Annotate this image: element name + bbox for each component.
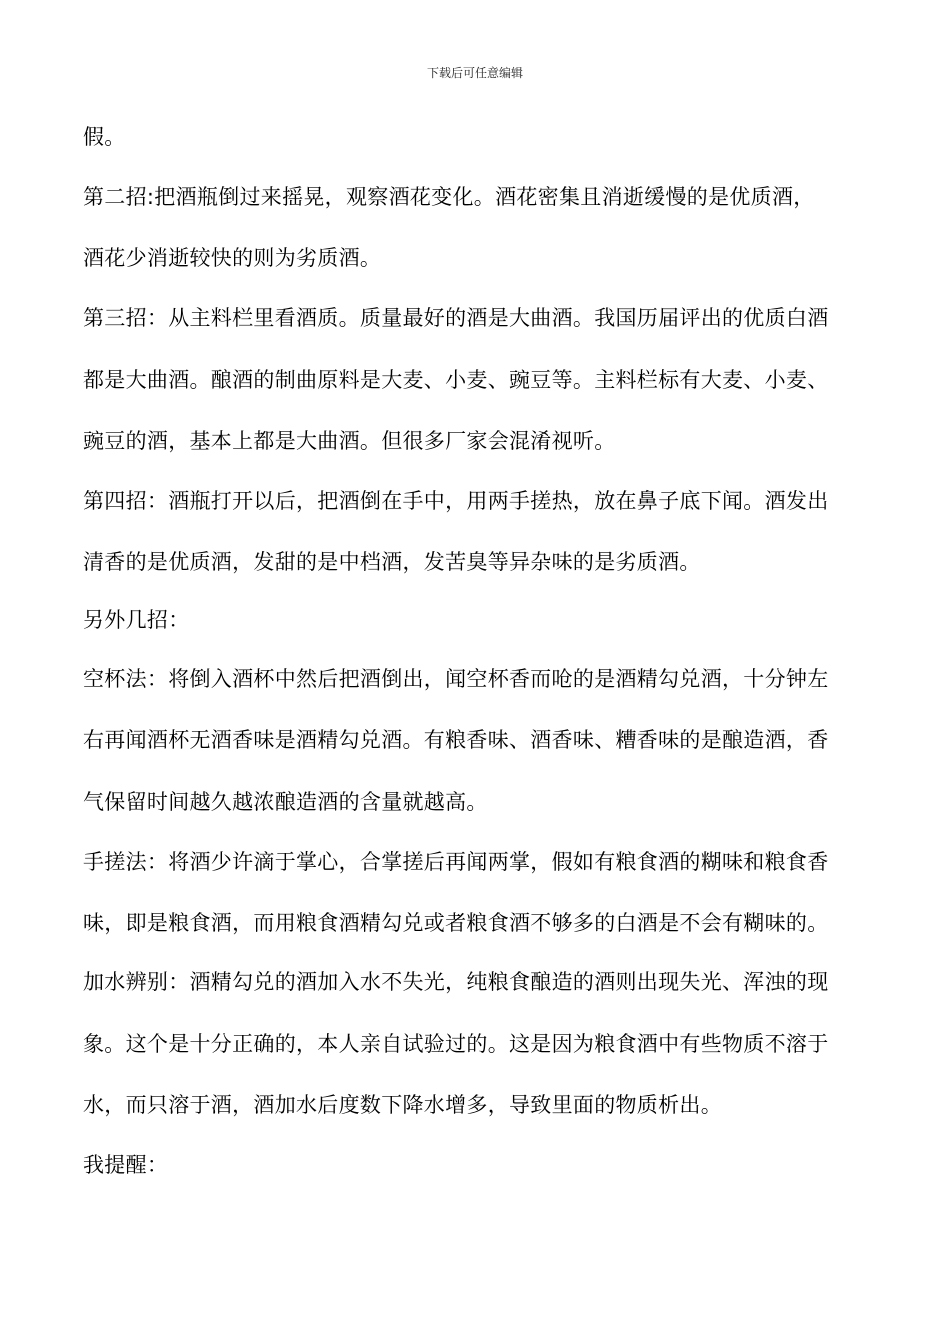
body-line: 空杯法：将倒入酒杯中然后把酒倒出，闻空杯香而呛的是酒精勾兑酒，十分钟左 [83, 667, 829, 691]
body-line: 假。 [83, 125, 126, 149]
body-line: 第二招:把酒瓶倒过来摇晃，观察酒花变化。酒花密集且消逝缓慢的是优质酒， [83, 185, 815, 209]
body-line: 味，即是粮食酒，而用粮食酒精勾兑或者粮食酒不够多的白酒是不会有糊味的。 [83, 911, 829, 935]
body-line: 豌豆的酒，基本上都是大曲酒。但很多厂家会混淆视听。 [83, 429, 616, 453]
body-line: 手搓法：将酒少许滴于掌心，合掌搓后再闻两掌，假如有粮食酒的糊味和粮食香 [83, 850, 829, 874]
page-header: 下载后可任意编辑 [426, 66, 523, 80]
body-line: 水，而只溶于酒，酒加水后度数下降水增多，导致里面的物质析出。 [83, 1093, 722, 1117]
body-line: 都是大曲酒。酿酒的制曲原料是大麦、小麦、豌豆等。主料栏标有大麦、小麦、 [83, 368, 829, 392]
body-line: 酒花少消逝较快的则为劣质酒。 [83, 246, 382, 270]
body-line: 右再闻酒杯无酒香味是酒精勾兑酒。有粮香味、酒香味、糟香味的是酿造酒，香 [83, 728, 829, 752]
body-line: 清香的是优质酒，发甜的是中档酒，发苦臭等异杂味的是劣质酒。 [83, 550, 701, 574]
body-line: 第四招：酒瓶打开以后，把酒倒在手中，用两手搓热，放在鼻子底下闻。酒发出 [83, 489, 829, 513]
body-line: 我提醒： [83, 1153, 169, 1177]
body-line: 气保留时间越久越浓酿造酒的含量就越高。 [83, 790, 488, 814]
body-line: 第三招：从主料栏里看酒质。质量最好的酒是大曲酒。我国历届评出的优质白酒 [83, 306, 829, 330]
body-line: 另外几招： [83, 608, 190, 632]
body-line: 加水辨别：酒精勾兑的酒加入水不失光，纯粮食酿造的酒则出现失光、浑浊的现 [83, 970, 829, 994]
body-line: 象。这个是十分正确的，本人亲自试验过的。这是因为粮食酒中有些物质不溶于 [83, 1032, 829, 1056]
